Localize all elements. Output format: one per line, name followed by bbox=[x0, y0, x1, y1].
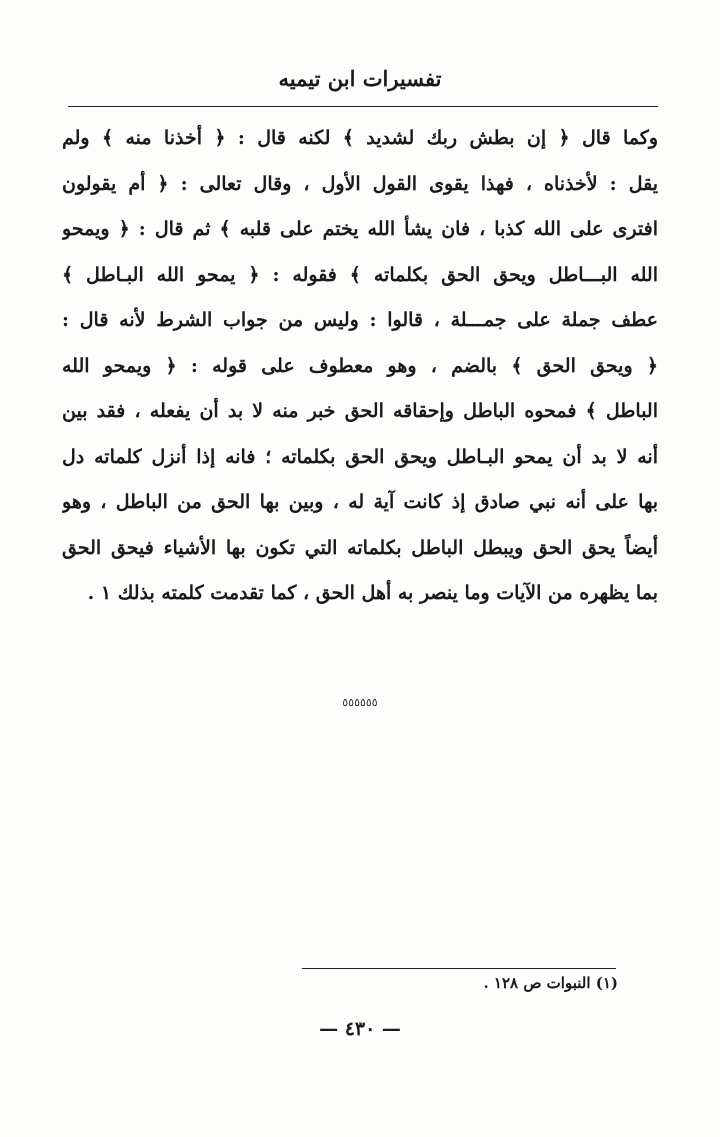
text-line: بها على أنه نبي صادق إذ كانت آية له ، وبين بها الحق من الباطل ، وهو bbox=[62, 491, 658, 513]
text-line: عطف جملة على جمـــلة ، قالوا : وليس من جواب الشرط لأنه قال : bbox=[62, 309, 658, 331]
header-rule bbox=[68, 106, 658, 107]
section-ornament: ٥٥٥٥٥٥ bbox=[342, 696, 378, 709]
running-title: تفسيرات ابن تيميه bbox=[278, 66, 442, 91]
footnote-rule bbox=[302, 968, 616, 969]
text-line: الباطل ﴾ فمحوه الباطل وإحقاقه الحق خبر منه لا بد أن يفعله ، فقد بين bbox=[62, 400, 658, 422]
text-line: وكما قال ﴿ إن بطش ربك لشديد ﴾ لكنه قال : ﴿ أخذنا منه ﴾ ولم bbox=[62, 127, 658, 149]
text-line: افترى على الله كذبا ، فان يشأ الله يختم على قلبه ﴾ ثم قال : ﴿ ويمحو bbox=[62, 218, 658, 240]
text-line: ﴿ ويحق الحق ﴾ بالضم ، وهو معطوف على قوله : ﴿ ويمحو الله bbox=[62, 354, 658, 377]
footnote: (١) النبوات ص ١٢٨ . bbox=[483, 974, 618, 992]
text-line: الله البـــاطل ويحق الحق بكلماته ﴾ فقوله : ﴿ يمحو الله البـاطل ﴾ bbox=[62, 263, 658, 286]
text-line: يقل : لأخذناه ، فهذا يقوى القول الأول ، وقال تعالى : ﴿ أم يقولون bbox=[62, 172, 658, 195]
page-number: — ٤٣٠ — bbox=[319, 1018, 401, 1040]
text-line: أنه لا بد أن يمحو البـاطل ويحق الحق بكلماته ؛ فانه إذا أنزل كلماته دل bbox=[62, 445, 658, 468]
text-line: بما يظهره من الآيات وما ينصر به أهل الحق ، كما تقدمت كلمته بذلك ١ . bbox=[87, 582, 658, 604]
text-line: أيضاً يحق الحق ويبطل الباطل بكلماته التي تكون بها الأشياء فيحق الحق bbox=[62, 536, 658, 559]
body-text bbox=[62, 116, 658, 617]
